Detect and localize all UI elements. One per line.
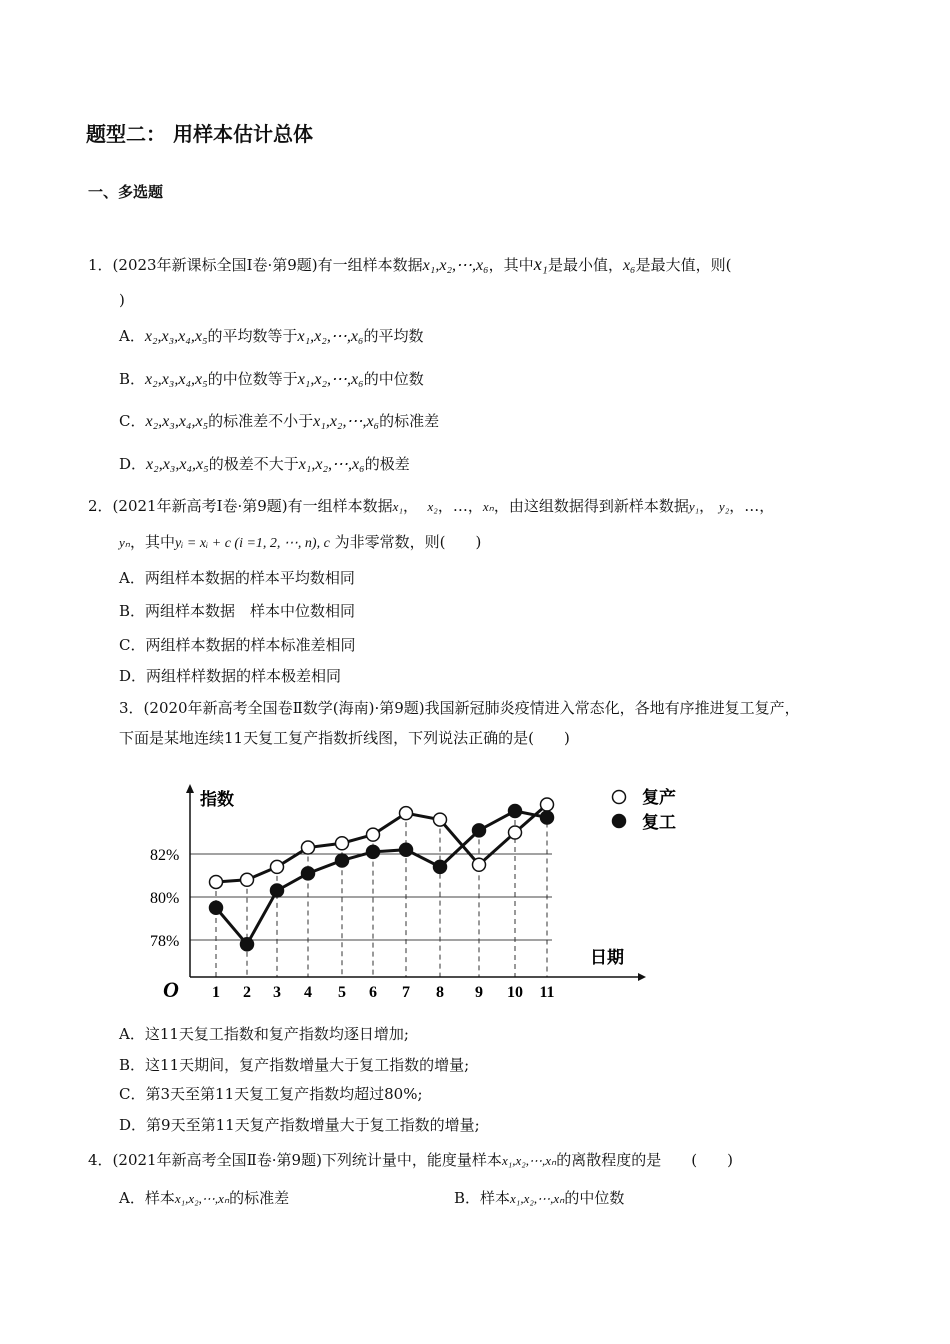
fuchan-point-day-8 (434, 813, 447, 826)
q4-stem-text-b: 的离散程度的是 ( ) (556, 1151, 733, 1169)
x-tick-label: 4 (304, 984, 312, 1001)
q2-option-d[interactable]: D．两组样样数据的样本极差相同 (119, 667, 342, 685)
fugong-point-day-1 (210, 901, 223, 914)
q1-option-a[interactable] (119, 326, 424, 347)
option-text: 的平均数等于 (207, 327, 298, 345)
x-tick-label: 8 (436, 984, 444, 1001)
q1-x6: x₆ (622, 257, 636, 274)
x-axis-label: 日期 (590, 948, 624, 967)
section-title: 题型二： 用样本估计总体 (86, 122, 313, 146)
fugong-point-day-11 (541, 811, 554, 824)
fugong-point-day-10 (509, 805, 522, 818)
option-vars: x₂,x₃,x₄,x₅ (144, 328, 208, 345)
q1-vars: x₁,x₂,⋯,x₆ (422, 257, 489, 274)
x-axis-arrow (638, 973, 646, 981)
q4-vars: x₁,x₂,⋯,xₙ (501, 1153, 557, 1168)
x-tick-label: 11 (539, 984, 555, 1001)
chart-ticks (150, 847, 555, 1001)
option-vars: x₂,x₃,x₄,x₅ (145, 371, 208, 388)
q1-stem-close: ) (119, 291, 125, 309)
q4-stem (88, 1150, 733, 1171)
q2-sep: ， (437, 497, 453, 515)
chart-series (210, 798, 554, 951)
q2-dots: … (744, 497, 760, 515)
q2-stem-line2 (119, 532, 481, 554)
q2-sep: ， (759, 497, 775, 515)
option-text-end: 的平均数 (363, 327, 424, 345)
q2-stem-text-c: ，其中 (129, 533, 175, 551)
fugong-point-day-6 (367, 845, 380, 858)
option-text: B．样本 (454, 1189, 511, 1207)
fuchan-point-day-9 (473, 858, 486, 871)
y-axis-arrow (186, 784, 194, 793)
option-text-end: 的中位数 (564, 1189, 625, 1207)
q2-y1: y₁ (688, 499, 700, 514)
x-tick-label: 3 (273, 984, 281, 1001)
q1-stem (88, 254, 731, 276)
q2-x1: x₁ (392, 499, 403, 514)
legend-label-fugong: 复工 (642, 813, 676, 832)
fuchan-point-day-3 (271, 860, 284, 873)
q1-stem-text-d: 是最大值，则( (635, 256, 732, 274)
option-text-end: 的极差 (364, 455, 410, 473)
option-text-end: 的标准差 (379, 412, 440, 430)
fugong-point-day-3 (271, 884, 284, 897)
option-text: 的标准差不小于 (208, 412, 314, 430)
option-text: 的极差不大于 (208, 455, 299, 473)
fugong-point-day-8 (434, 860, 447, 873)
q2-sep: ， (699, 497, 715, 515)
q1-x1: x₁ (533, 254, 548, 274)
legend-label-fuchan: 复产 (642, 788, 676, 807)
q2-stem (88, 496, 774, 517)
fugong-point-day-4 (302, 867, 315, 880)
q4-option-b[interactable] (454, 1188, 624, 1209)
q3-option-b[interactable]: B．这11天期间，复产指数增量大于复工指数的增量; (119, 1056, 470, 1074)
fuchan-point-day-11 (541, 798, 554, 811)
option-letter: A． (119, 327, 145, 345)
q2-xn: xₙ (482, 499, 494, 514)
q2-option-c[interactable]: C．两组样本数据的样本标准差相同 (119, 636, 356, 654)
x-tick-label: 10 (507, 984, 523, 1001)
fuchan-point-day-6 (367, 828, 380, 841)
x-tick-label: 1 (212, 984, 220, 1001)
option-letter: B． (119, 370, 146, 388)
q2-stem-text: 2．(2021年新高考Ⅰ卷·第9题)有一组样本数据 (88, 497, 393, 515)
q2-dots: … (452, 497, 468, 515)
y-tick-label: 82% (150, 847, 180, 864)
option-letter: C． (119, 412, 146, 430)
subsection-title: 一、多选题 (88, 183, 164, 201)
q2-yn: yₙ (119, 535, 130, 550)
option-vars: x₂,x₃,x₄,x₅ (146, 456, 209, 473)
series-line-fugong (216, 811, 547, 944)
q2-x2: x₂ (427, 499, 438, 514)
option-vars: x₁,x₂,⋯,xₙ (174, 1191, 230, 1206)
q1-option-d[interactable] (119, 454, 410, 475)
q1-stem-text: 1．(2023年新课标全国Ⅰ卷·第9题)有一组样本数据 (88, 256, 423, 274)
q2-sep: ， (467, 497, 483, 515)
x-tick-label: 5 (338, 984, 346, 1001)
q4-option-a[interactable] (119, 1188, 289, 1209)
fugong-point-day-7 (400, 843, 413, 856)
option-vars2: x₁,x₂,⋯,x₆ (297, 371, 364, 388)
q2-stem-text-b: ，由这组数据得到新样本数据 (493, 497, 689, 515)
option-letter: D． (119, 455, 147, 473)
q3-line-chart (150, 775, 690, 1010)
option-vars: x₂,x₃,x₄,x₅ (145, 413, 209, 430)
q3-stem-line1: 3．(2020年新高考全国卷Ⅱ数学(海南)·第9题)我国新冠肺炎疫情进入常态化，各地有序推进复工复产， (119, 699, 800, 717)
q3-option-c[interactable]: C．第3天至第11天复工复产指数均超过80%; (119, 1085, 423, 1103)
x-tick-label: 2 (243, 984, 251, 1001)
q1-stem-text-c: 是最小值， (547, 256, 623, 274)
option-text-end: 的标准差 (229, 1189, 290, 1207)
legend-marker-fugong (613, 815, 626, 828)
legend-marker-fuchan (613, 791, 626, 804)
q2-option-b[interactable]: B．两组样本数据 样本中位数相同 (119, 602, 356, 620)
q2-sep: ， (402, 497, 418, 515)
q1-option-c[interactable] (119, 411, 439, 432)
chart-legend (613, 787, 677, 832)
q1-option-b[interactable] (119, 369, 424, 390)
q2-stem-text-d: 为非零常数，则( ) (334, 533, 482, 551)
q3-option-a[interactable]: A．这11天复工指数和复产指数均逐日增加; (119, 1025, 409, 1043)
option-text: 的中位数等于 (207, 370, 298, 388)
y-axis-label: 指数 (200, 790, 234, 809)
q2-y2: y₂ (718, 499, 730, 514)
fugong-point-day-2 (241, 938, 254, 951)
fuchan-point-day-10 (509, 826, 522, 839)
q2-option-a[interactable]: A．两组样本数据的样本平均数相同 (119, 569, 355, 587)
fugong-point-day-9 (473, 824, 486, 837)
fuchan-point-day-2 (241, 873, 254, 886)
option-text-end: 的中位数 (363, 370, 424, 388)
option-vars: x₁,x₂,⋯,xₙ (510, 1191, 565, 1206)
q4-stem-text: 4．(2021年新高考全国Ⅱ卷·第9题)下列统计量中，能度量样本 (88, 1151, 502, 1169)
y-tick-label: 78% (150, 933, 180, 950)
option-text: A．样本 (119, 1189, 175, 1207)
option-vars2: x₁,x₂,⋯,x₆ (298, 456, 365, 473)
q2-formula: yᵢ = xᵢ + c (i =1, 2, ⋯, n), c (174, 536, 330, 551)
q3-stem-line2: 下面是某地连续11天复工复产指数折线图，下列说法正确的是( ) (119, 729, 570, 747)
fuchan-point-day-1 (210, 875, 223, 888)
q1-stem-text-b: ，其中 (488, 256, 534, 274)
option-vars2: x₁,x₂,⋯,x₆ (297, 328, 364, 345)
origin-label: O (163, 977, 179, 1002)
fugong-point-day-5 (336, 854, 349, 867)
q3-option-d[interactable]: D．第9天至第11天复产指数增量大于复工指数的增量; (119, 1116, 480, 1134)
x-tick-label: 9 (475, 984, 483, 1001)
fuchan-point-day-7 (400, 807, 413, 820)
fuchan-point-day-5 (336, 837, 349, 850)
y-tick-label: 80% (150, 890, 180, 907)
q2-sep: ， (729, 497, 745, 515)
x-tick-label: 7 (402, 984, 410, 1001)
fuchan-point-day-4 (302, 841, 315, 854)
series-line-fuchan (216, 805, 547, 882)
option-vars2: x₁,x₂,⋯,x₆ (313, 413, 380, 430)
x-tick-label: 6 (369, 984, 377, 1001)
